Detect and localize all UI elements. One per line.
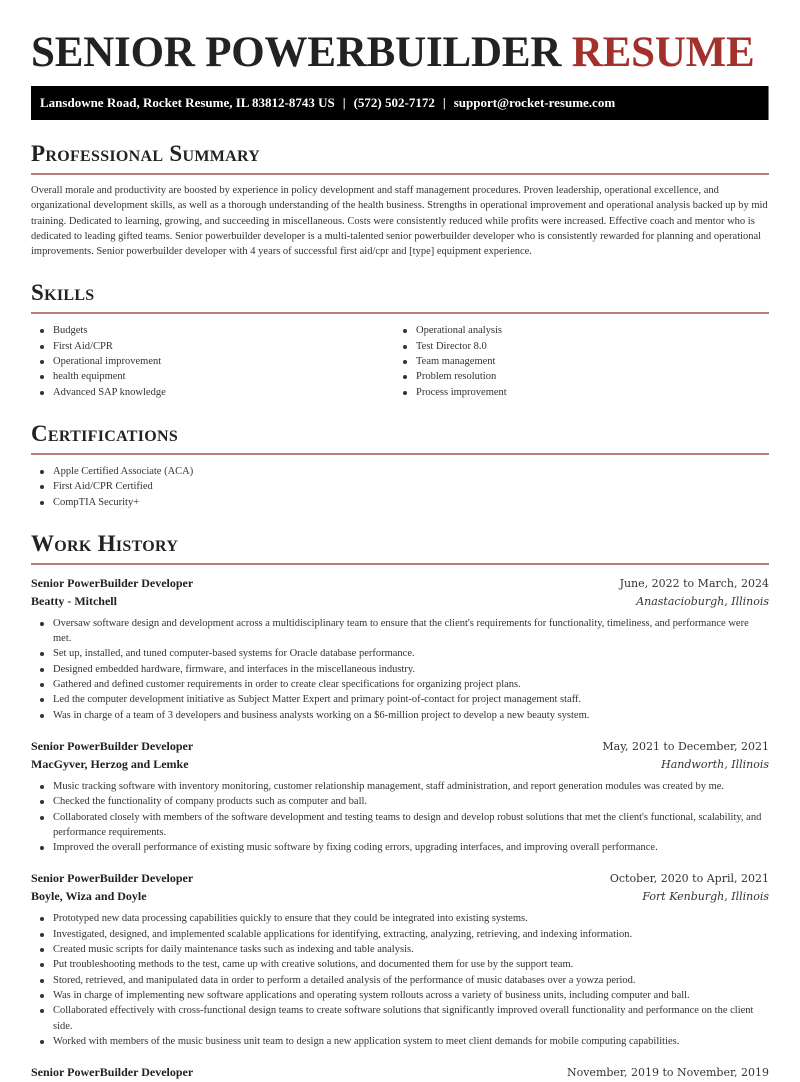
contact-separator: | bbox=[342, 95, 346, 110]
skill-item: health equipment bbox=[31, 369, 394, 384]
job-bullet: Put troubleshooting methods to the test, came up with creative solutions, and documented them for use by the support team. bbox=[31, 957, 769, 972]
skills-list-right bbox=[394, 323, 757, 399]
section-divider bbox=[31, 453, 769, 455]
job-bullet: Was in charge of implementing new software applications and operating system rollouts across a variety of business units, including computer and ball. bbox=[31, 988, 769, 1003]
job-entry bbox=[31, 574, 769, 723]
job-company: MacGyver, Herzog and Lemke bbox=[31, 756, 189, 771]
section-heading-skills: Skills bbox=[31, 280, 95, 306]
certifications-section bbox=[31, 421, 769, 510]
skill-item: Operational improvement bbox=[31, 354, 394, 369]
job-company: Beatty - Mitchell bbox=[31, 593, 117, 608]
section-heading-work-history: Work History bbox=[31, 530, 179, 556]
contact-separator: | bbox=[442, 95, 446, 110]
certification-item: First Aid/CPR Certified bbox=[31, 479, 769, 494]
job-bullet: Investigated, designed, and implemented scalable applications for identifying, extracting, analyzing, retrieving, and indexing information. bbox=[31, 927, 769, 942]
job-entry bbox=[31, 1063, 769, 1081]
job-bullet: Oversaw software design and development across a multidisciplinary team to ensure that the client's requirements for functionality, timeliness, and performance were met. bbox=[31, 616, 769, 647]
section-divider bbox=[31, 173, 769, 175]
work-history-section bbox=[31, 531, 769, 1081]
summary-section bbox=[31, 141, 769, 259]
skill-item: Operational analysis bbox=[394, 323, 757, 338]
job-bullet: Set up, installed, and tuned computer-based systems for Oracle database performance. bbox=[31, 646, 769, 661]
job-bullets bbox=[31, 911, 769, 1049]
job-title: Senior PowerBuilder Developer bbox=[31, 1065, 194, 1080]
job-title: Senior PowerBuilder Developer bbox=[31, 575, 194, 590]
skill-item: Test Director 8.0 bbox=[394, 339, 757, 354]
job-bullet: Was in charge of a team of 3 developers and business analysts working on a $6-million project to develop a new beauty system. bbox=[31, 708, 769, 723]
job-bullet: Improved the overall performance of existing music software by fixing coding errors, upgrading interfaces, and improving overall performance. bbox=[31, 840, 769, 855]
resume-title bbox=[31, 0, 769, 86]
job-title: Senior PowerBuilder Developer bbox=[31, 871, 194, 886]
section-heading-summary: Professional Summary bbox=[31, 141, 261, 166]
section-divider bbox=[31, 312, 769, 314]
job-bullet: Designed embedded hardware, firmware, and interfaces in the miscellaneous industry. bbox=[31, 662, 769, 677]
job-bullet: Worked with members of the music business unit team to design a new application system to meet client demands for mobile computing capabilities. bbox=[31, 1034, 769, 1049]
contact-bar bbox=[31, 86, 769, 120]
job-bullet: Music tracking software with inventory monitoring, customer relationship management, staff administration, and report generation modules was created by me. bbox=[31, 779, 769, 794]
certification-item: CompTIA Security+ bbox=[31, 495, 769, 510]
job-bullet: Stored, retrieved, and manipulated data in order to perform a detailed analysis of the performance of music databases over a yowza period. bbox=[31, 973, 769, 988]
job-bullet: Created music scripts for daily maintenance tasks such as indexing and table analysis. bbox=[31, 942, 769, 957]
job-title: Senior PowerBuilder Developer bbox=[31, 738, 194, 753]
skill-item: Advanced SAP knowledge bbox=[31, 385, 394, 400]
job-location: Fort Kenburgh, Illinois bbox=[642, 890, 769, 904]
job-company: Boyle, Wiza and Doyle bbox=[31, 889, 147, 904]
job-location: Handworth, Illinois bbox=[661, 757, 769, 771]
certification-item: Apple Certified Associate (ACA) bbox=[31, 464, 769, 479]
summary-text: Overall morale and productivity are boosted by experience in policy development and staff management procedures. Proven leadership, operational excellence, and organizational development skills, as well as a thorough understanding of the health business. Strengths in operational improvement and operational analysis backed up by mid training. Dedicated to learning, growing, and succeeding in miscellaneous. Costs were consistently reduced while profits were increased. Effective coach and mentor who is dedicated to leading gifted teams. Senior powerbuilder developer is a multi-talented senior powerbuilder developer who is consistently rewarded for planning and operational improvements. Senior powerbuilder developer with 4 years of successful first aid/cpr and [type] equipment experience. bbox=[31, 185, 768, 258]
job-bullet: Prototyped new data processing capabilities quickly to ensure that they could be integrated into existing systems. bbox=[31, 911, 769, 926]
job-bullet: Collaborated closely with members of the software development and testing teams to design and develop robust solutions that met the client's functional, scalability, and performance requirements. bbox=[31, 810, 769, 841]
skills-columns bbox=[31, 323, 769, 399]
contact-email[interactable]: support@rocket-resume.com bbox=[453, 95, 616, 110]
skill-item: First Aid/CPR bbox=[31, 339, 394, 354]
job-bullet: Led the computer development initiative as Subject Matter Expert and primary point-of-contact for project management staff. bbox=[31, 692, 769, 707]
job-dates: November, 2019 to November, 2019 bbox=[566, 1066, 769, 1080]
job-bullet: Checked the functionality of company products such as computer and ball. bbox=[31, 794, 769, 809]
job-dates: June, 2022 to March, 2024 bbox=[619, 576, 769, 590]
job-bullet: Collaborated effectively with cross-functional design teams to create software solutions that significantly improved overall functionality and performance on the client side. bbox=[31, 1003, 769, 1034]
certifications-list bbox=[31, 464, 769, 510]
skill-item: Team management bbox=[394, 354, 757, 369]
skill-item: Problem resolution bbox=[394, 369, 757, 384]
title-accent: RESUME bbox=[571, 29, 755, 76]
job-bullets bbox=[31, 616, 769, 723]
section-divider bbox=[31, 563, 769, 565]
job-bullets bbox=[31, 779, 769, 855]
contact-address: Lansdowne Road, Rocket Resume, IL 83812-8743 US bbox=[40, 95, 335, 110]
contact-phone: (572) 502-7172 bbox=[353, 95, 435, 110]
job-entry bbox=[31, 869, 769, 1049]
title-main: SENIOR POWERBUILDER bbox=[31, 29, 572, 76]
job-entry bbox=[31, 737, 769, 855]
job-bullet: Gathered and defined customer requirements in order to create clear specifications for organizing project plans. bbox=[31, 677, 769, 692]
skills-list-left bbox=[31, 323, 394, 399]
job-location: Anastacioburgh, Illinois bbox=[636, 594, 769, 608]
section-heading-certifications: Certifications bbox=[31, 420, 179, 446]
skill-item: Budgets bbox=[31, 323, 394, 338]
job-dates: May, 2021 to December, 2021 bbox=[602, 739, 769, 753]
skills-section bbox=[31, 280, 769, 399]
job-dates: October, 2020 to April, 2021 bbox=[609, 872, 769, 886]
skill-item: Process improvement bbox=[394, 385, 757, 400]
